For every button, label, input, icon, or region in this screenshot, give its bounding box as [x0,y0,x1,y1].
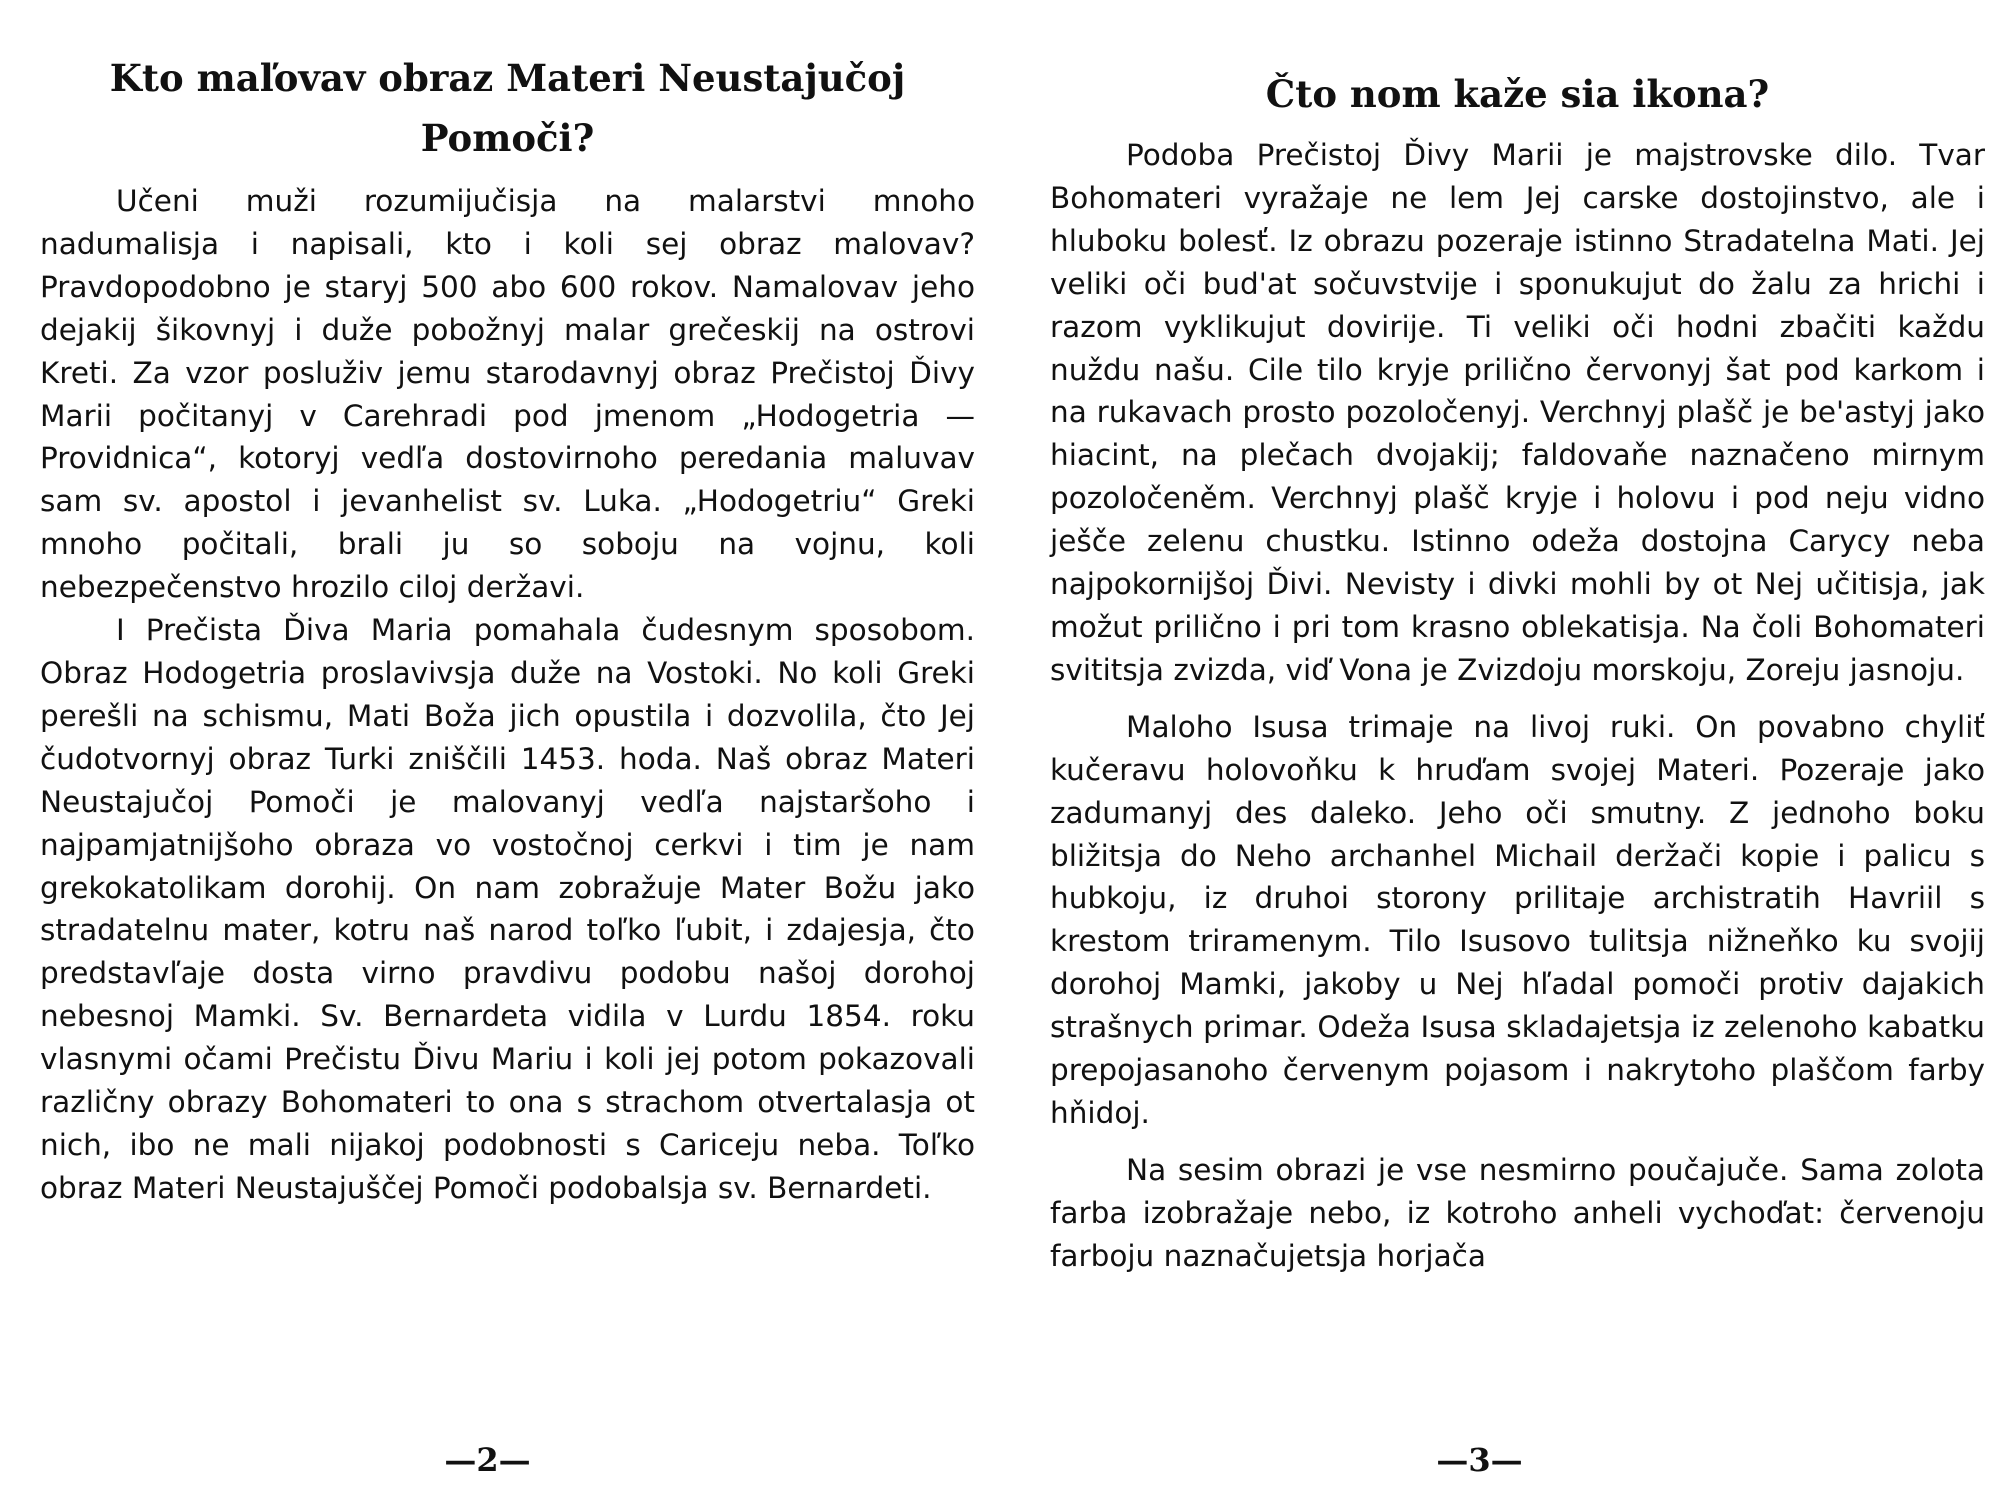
left-page [40,0,975,1500]
right-page [1050,0,1985,1500]
left-paragraph-1: Učeni muži rozumijučisja na malarstvi mnoho nadumalisja i napisali, kto i koli sej obraz malovav? Pravdopodobno je staryj 500 abo 600 rokov. Namalovav jeho dejakij šikovnyj i duže pobožnyj malar grečeskij na ostrovi Kreti. Za vzor posluživ jemu starodavnyj obraz Prečistoj Ďivy Marii počitanyj v Carehradi pod jmenom „Hodogetria — Providnica“, kotoryj vedľa dostovirnoho peredania maluvav sam sv. apostol i jevanhelist sv. Luka. „Hodogetriu“ Greki mnoho počitali, brali ju so soboju na vojnu, koli nebezpečenstvo hrozilo ciloj deržavi. [40,184,975,605]
right-page-number: —3— [1436,1441,1523,1479]
right-paragraph-2: Maloho Isusa trimaje na livoj ruki. On povabno chyliť kučeravu holovoňku k hruďam svojej Materi. Pozeraje jako zadumanyj des daleko. Jeho oči smutny. Z jednoho boku bližitsja do Neho archanhel Michail deržači kopie i palicu s hubkoju, iz druhoi storony prilitaje archistratih Havriil s krestom triramenym. Tilo Isusovo tulitsja nižneňko ku svojij dorohoj Mamki, jakoby u Nej hľadal pomoči protiv dajakich strašnych primar. Odeža Isusa skladajetsja iz zelenoho kabatku prepojasanoho červenym pojasom i nakrytoho plaščom farby hňidoj. [1050,709,1985,1130]
right-paragraph-1: Podoba Prečistoj Ďivy Marii je majstrovske dilo. Tvar Bohomateri vyražaje ne lem Jej carske dostojinstvo, ale i hluboku bolesť. Iz obrazu pozeraje istinno Stradatelna Mati. Jej veliki oči bud'at sočuvstvije i sponukujut do žalu za hrichi i razom vyklikujut dovirije. Ti veliki oči hodni zbačiti každu nuždu našu. Cile tilo kryje priličnо červonyj šat pod karkom i na rukavach prosto pozoločenyj. Verchnyj plašč je be'astyj jako hiacint, na plečach dvojakij; faldovaňe naznačeno mirnym pozoločeněm. Verchnyj plašč kryje i holovu i pod neju vidno ješče zelenu chustku. Istinno odeža dostojna Carycy neba najpokornijšoj Ďivi. Nevisty i divki mohli by ot Nej učitisja, jak možut prilično i pri tom krasno oblekatisja. Na čoli Bohomateri svititsja zvizda, viď Vona je Zvizdoju morskoju, Zoreju jasnoju. [1050,138,1985,687]
left-page-number: —2— [444,1441,531,1479]
right-paragraph-3: Na sesim obrazi je vse nesmirno poučajuče. Sama zolota farba izobražaje nebo, iz kotroho anheli vychoďat: červenoju farboju naznačujetsja horjača [1050,1152,1985,1273]
left-paragraph-2: I Prečista Ďiva Maria pomahala čudesnym sposobom. Obraz Hodogetria proslavivsja duže na Vostoki. No koli Greki perešli na schismu, Mati Boža jich opustila i dozvolila, čto Jej čudotvornyj obraz Turki zniščili 1453. hoda. Naš obraz Materi Neustajučoj Pomoči je malovanyj vedľa najstaršoho i najpamjatnijšoho obraza vo vostočnoj cerkvi i tim je nam grekokatolikam dorohij. On nam zobražuje Mater Božu jako stradatelnu mater, kotru naš narod toľko ľubit, i zdajesja, čto predstavľaje dosta virno pravdivu podobu našoj dorohoj nebesnoj Mamki. Sv. Bernardeta vidila v Lurdu 1854. roku vlasnymi očami Prečistu Ďivu Mariu i koli jej potom pokazovali različny obrazy Bohomateri to ona s strachom otvertalasja ot nich, ibo ne mali nijakoj podobnosti s Cariceju neba. Toľko obraz Materi Neustajuščej Pomoči podobalsja sv. Bernardeti. [40,613,975,1205]
left-page-body [40,180,975,1210]
left-page-title: Kto maľovav obraz Materi Neustajučoj Pomoči? [109,56,906,160]
right-page-title: Čto nom kaže sia ikona? [1265,72,1770,116]
right-page-body [1050,134,1985,1278]
